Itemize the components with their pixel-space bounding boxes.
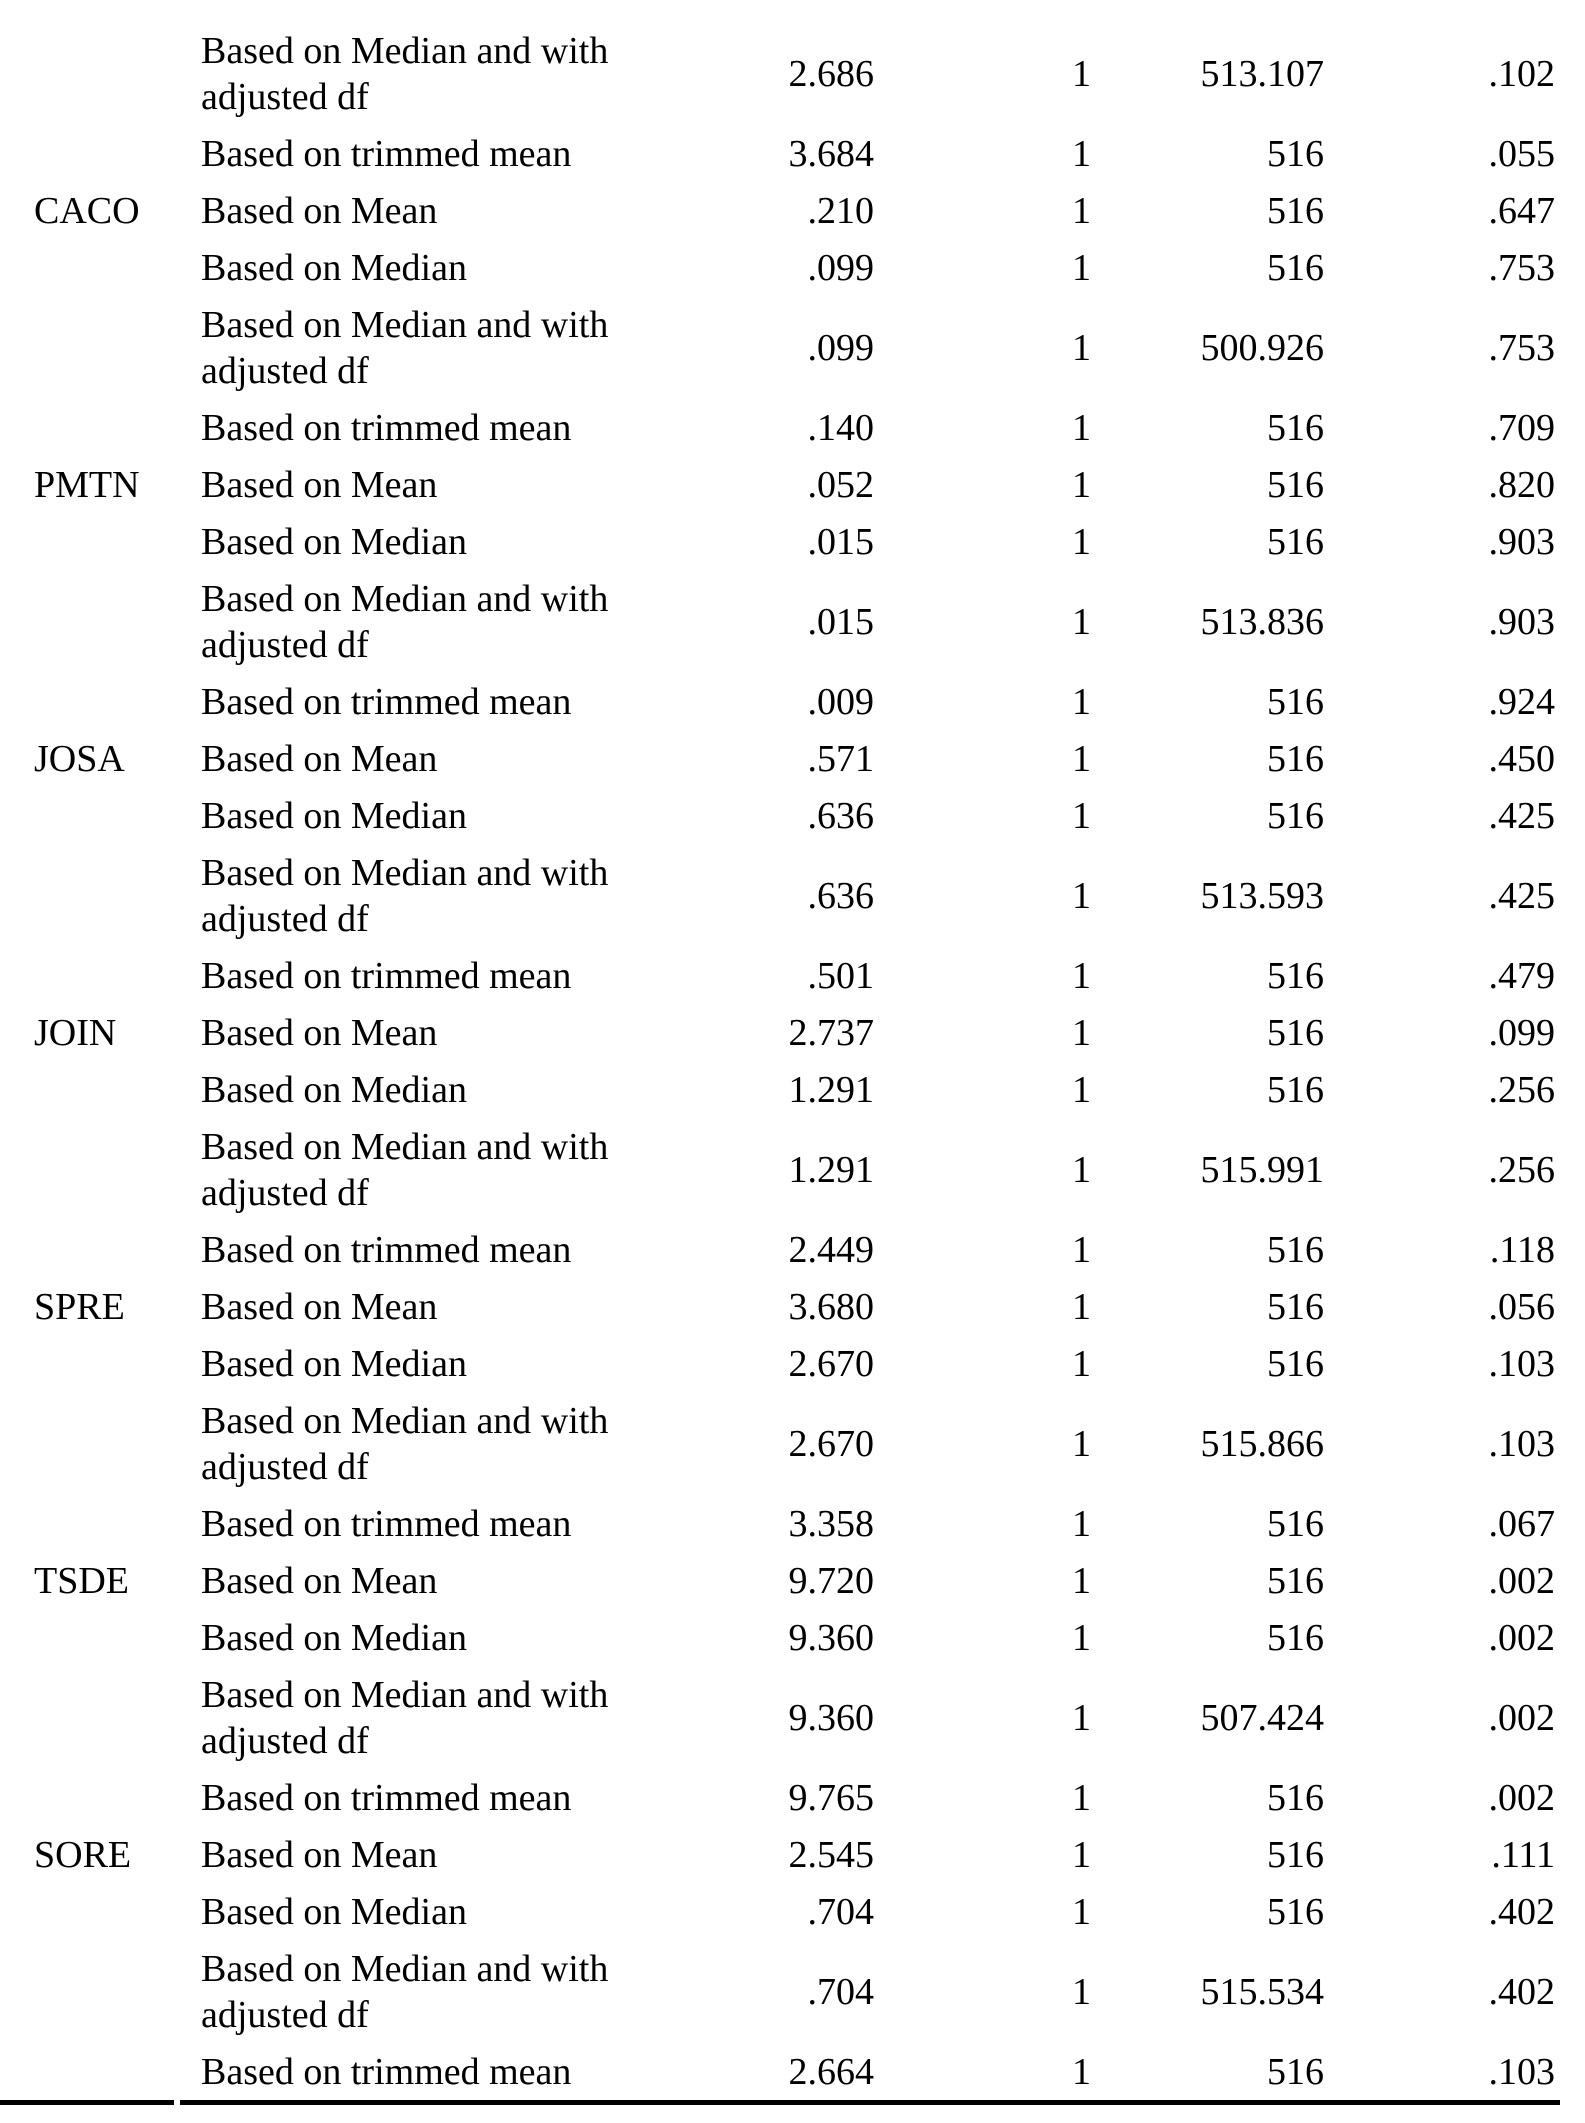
- df2-cell: 507.424: [1200, 1696, 1324, 1739]
- df2-cell: 515.991: [1200, 1148, 1324, 1191]
- df1-cell: 1: [1072, 600, 1091, 643]
- df1-cell: 1: [1072, 680, 1091, 723]
- df1-cell: 1: [1072, 2050, 1091, 2093]
- sig-cell: .450: [1488, 737, 1555, 780]
- table-row: [0, 1118, 1585, 1221]
- levene-statistic-cell: 3.358: [788, 1502, 874, 1545]
- df1-cell: 1: [1072, 1068, 1091, 1111]
- df2-cell: 513.107: [1200, 52, 1324, 95]
- table-bottom-rule-left-segment: [0, 2100, 174, 2105]
- method-cell: Based on trimmed mean: [201, 132, 572, 175]
- table-row: [0, 730, 1585, 787]
- method-cell: Based on Median and with adjusted df: [201, 1125, 609, 1214]
- method-cell: Based on Mean: [201, 737, 438, 780]
- variable-group-cell: [0, 1666, 200, 1769]
- sig-cell: .924: [1488, 680, 1555, 723]
- method-cell: Based on Median: [201, 794, 467, 837]
- sig-cell: .256: [1488, 1148, 1555, 1191]
- sig-cell: .099: [1488, 1011, 1555, 1054]
- df2-cell: 515.866: [1200, 1422, 1324, 1465]
- df2-cell: 516: [1267, 1068, 1324, 1111]
- method-cell: Based on trimmed mean: [201, 680, 572, 723]
- df1-cell: 1: [1072, 1970, 1091, 2013]
- levene-statistic-cell: 9.360: [788, 1616, 874, 1659]
- levene-statistic-cell: .210: [807, 189, 874, 232]
- table-bottom-rule: [0, 2100, 1585, 2105]
- levene-statistic-cell: 1.291: [788, 1148, 874, 1191]
- variable-group-cell: [0, 239, 200, 296]
- variable-group-cell: [0, 125, 200, 182]
- variable-group-cell: [0, 1769, 200, 1826]
- sig-cell: .055: [1488, 132, 1555, 175]
- method-cell: Based on Median: [201, 1890, 467, 1933]
- sig-cell: .402: [1488, 1890, 1555, 1933]
- df1-cell: 1: [1072, 189, 1091, 232]
- df1-cell: 1: [1072, 794, 1091, 837]
- table-bottom-rule-right-segment: [180, 2100, 1560, 2105]
- sig-cell: .753: [1488, 326, 1555, 369]
- df1-cell: 1: [1072, 463, 1091, 506]
- sig-cell: .111: [1491, 1833, 1555, 1876]
- sig-cell: .002: [1488, 1559, 1555, 1602]
- method-cell: Based on Median: [201, 1342, 467, 1385]
- df1-cell: 1: [1072, 1776, 1091, 1819]
- variable-group-cell: [0, 570, 200, 673]
- levene-statistic-cell: .015: [807, 600, 874, 643]
- sig-cell: .903: [1488, 520, 1555, 563]
- method-cell: Based on Mean: [201, 1011, 438, 1054]
- df2-cell: 516: [1267, 954, 1324, 997]
- table-row: [0, 1061, 1585, 1118]
- sig-cell: .103: [1488, 1342, 1555, 1385]
- method-cell: Based on Median and with adjusted df: [201, 1399, 609, 1488]
- df2-cell: 516: [1267, 1559, 1324, 1602]
- sig-cell: .425: [1488, 794, 1555, 837]
- method-cell: Based on Median: [201, 520, 467, 563]
- method-cell: Based on Median and with adjusted df: [201, 1947, 609, 2036]
- sig-cell: .002: [1488, 1696, 1555, 1739]
- sig-cell: .425: [1488, 874, 1555, 917]
- table-row: [0, 947, 1585, 1004]
- df2-cell: 516: [1267, 794, 1324, 837]
- method-cell: Based on Mean: [201, 463, 438, 506]
- table-row: [0, 1769, 1585, 1826]
- sig-cell: .103: [1488, 2050, 1555, 2093]
- df2-cell: 513.593: [1200, 874, 1324, 917]
- variable-group-cell: [0, 513, 200, 570]
- df2-cell: 516: [1267, 1285, 1324, 1328]
- table-row: [0, 1883, 1585, 1940]
- table-row: [0, 239, 1585, 296]
- df2-cell: 516: [1267, 246, 1324, 289]
- table-row: [0, 1666, 1585, 1769]
- df1-cell: 1: [1072, 326, 1091, 369]
- levene-statistic-cell: 2.545: [788, 1833, 874, 1876]
- method-cell: Based on Mean: [201, 1833, 438, 1876]
- df2-cell: 515.534: [1200, 1970, 1324, 2013]
- levene-statistic-cell: .009: [807, 680, 874, 723]
- df2-cell: 516: [1267, 132, 1324, 175]
- table-row: [0, 1278, 1585, 1335]
- variable-group-cell: SORE: [34, 1833, 132, 1876]
- df2-cell: 516: [1267, 1616, 1324, 1659]
- df2-cell: 516: [1267, 1502, 1324, 1545]
- table-row: [0, 513, 1585, 570]
- method-cell: Based on trimmed mean: [201, 1502, 572, 1545]
- df1-cell: 1: [1072, 1616, 1091, 1659]
- variable-group-cell: [0, 1061, 200, 1118]
- variable-group-cell: [0, 844, 200, 947]
- levene-statistic-cell: .140: [807, 406, 874, 449]
- sig-cell: .002: [1488, 1776, 1555, 1819]
- df2-cell: 516: [1267, 189, 1324, 232]
- table-row: [0, 787, 1585, 844]
- df1-cell: 1: [1072, 737, 1091, 780]
- levene-statistic-cell: .704: [807, 1970, 874, 2013]
- sig-cell: .102: [1488, 52, 1555, 95]
- df2-cell: 516: [1267, 406, 1324, 449]
- sig-cell: .709: [1488, 406, 1555, 449]
- sig-cell: .479: [1488, 954, 1555, 997]
- sig-cell: .256: [1488, 1068, 1555, 1111]
- variable-group-cell: [0, 1495, 200, 1552]
- method-cell: Based on Median and with adjusted df: [201, 1673, 609, 1762]
- table-row: [0, 1552, 1585, 1609]
- df1-cell: 1: [1072, 1890, 1091, 1933]
- levene-statistic-cell: 3.684: [788, 132, 874, 175]
- df1-cell: 1: [1072, 874, 1091, 917]
- table-row: [0, 1335, 1585, 1392]
- df1-cell: 1: [1072, 1342, 1091, 1385]
- variable-group-cell: [0, 22, 200, 125]
- df2-cell: 513.836: [1200, 600, 1324, 643]
- method-cell: Based on Mean: [201, 1559, 438, 1602]
- table-row: [0, 1940, 1585, 2043]
- variable-group-cell: [0, 1940, 200, 2043]
- method-cell: Based on Median and with adjusted df: [201, 303, 609, 392]
- method-cell: Based on Median and with adjusted df: [201, 577, 609, 666]
- levene-statistic-cell: .704: [807, 1890, 874, 1933]
- df2-cell: 516: [1267, 1342, 1324, 1385]
- method-cell: Based on trimmed mean: [201, 2050, 572, 2093]
- levene-statistic-cell: 2.664: [788, 2050, 874, 2093]
- method-cell: Based on Median: [201, 246, 467, 289]
- method-cell: Based on trimmed mean: [201, 1228, 572, 1271]
- table-row: [0, 2043, 1585, 2100]
- table-row: [0, 399, 1585, 456]
- df1-cell: 1: [1072, 1148, 1091, 1191]
- levene-statistic-cell: 9.765: [788, 1776, 874, 1819]
- table-row: [0, 296, 1585, 399]
- df2-cell: 516: [1267, 1011, 1324, 1054]
- df2-cell: 516: [1267, 1833, 1324, 1876]
- variable-group-cell: [0, 947, 200, 1004]
- table-row: [0, 1004, 1585, 1061]
- levene-statistic-cell: 1.291: [788, 1068, 874, 1111]
- method-cell: Based on Mean: [201, 1285, 438, 1328]
- method-cell: Based on trimmed mean: [201, 406, 572, 449]
- variable-group-cell: SPRE: [34, 1285, 125, 1328]
- variable-group-cell: [0, 1335, 200, 1392]
- sig-cell: .056: [1488, 1285, 1555, 1328]
- sig-cell: .903: [1488, 600, 1555, 643]
- levene-statistic-cell: 2.670: [788, 1342, 874, 1385]
- df2-cell: 500.926: [1200, 326, 1324, 369]
- df1-cell: 1: [1072, 1833, 1091, 1876]
- sig-cell: .103: [1488, 1422, 1555, 1465]
- levene-statistic-cell: .015: [807, 520, 874, 563]
- df2-cell: 516: [1267, 1890, 1324, 1933]
- levene-statistic-cell: .501: [807, 954, 874, 997]
- levene-statistic-cell: .636: [807, 794, 874, 837]
- table-row: [0, 125, 1585, 182]
- df1-cell: 1: [1072, 1502, 1091, 1545]
- levene-statistic-cell: 9.360: [788, 1696, 874, 1739]
- variable-group-cell: [0, 673, 200, 730]
- sig-cell: .402: [1488, 1970, 1555, 2013]
- df2-cell: 516: [1267, 1228, 1324, 1271]
- table-row: [0, 1826, 1585, 1883]
- variable-group-cell: [0, 1883, 200, 1940]
- df2-cell: 516: [1267, 737, 1324, 780]
- df2-cell: 516: [1267, 463, 1324, 506]
- df1-cell: 1: [1072, 52, 1091, 95]
- method-cell: Based on Median: [201, 1068, 467, 1111]
- df1-cell: 1: [1072, 246, 1091, 289]
- variable-group-cell: JOSA: [34, 737, 125, 780]
- levene-statistic-cell: 9.720: [788, 1559, 874, 1602]
- table-row: [0, 456, 1585, 513]
- variable-group-cell: [0, 787, 200, 844]
- table-row: [0, 182, 1585, 239]
- sig-cell: .002: [1488, 1616, 1555, 1659]
- levene-statistic-cell: .099: [807, 326, 874, 369]
- variable-group-cell: TSDE: [34, 1559, 129, 1602]
- table-row: [0, 1495, 1585, 1552]
- levene-statistic-cell: .052: [807, 463, 874, 506]
- df2-cell: 516: [1267, 2050, 1324, 2093]
- method-cell: Based on Median and with adjusted df: [201, 29, 609, 118]
- variable-group-cell: [0, 1392, 200, 1495]
- levene-test-table: [0, 22, 1585, 2100]
- sig-cell: .753: [1488, 246, 1555, 289]
- variable-group-cell: [0, 1118, 200, 1221]
- variable-group-cell: CACO: [34, 189, 140, 232]
- variable-group-cell: PMTN: [34, 463, 140, 506]
- table-row: [0, 844, 1585, 947]
- df2-cell: 516: [1267, 1776, 1324, 1819]
- df1-cell: 1: [1072, 1559, 1091, 1602]
- sig-cell: .067: [1488, 1502, 1555, 1545]
- method-cell: Based on trimmed mean: [201, 1776, 572, 1819]
- levene-statistic-cell: .571: [807, 737, 874, 780]
- df1-cell: 1: [1072, 1696, 1091, 1739]
- variable-group-cell: JOIN: [34, 1011, 117, 1054]
- df1-cell: 1: [1072, 1422, 1091, 1465]
- df1-cell: 1: [1072, 954, 1091, 997]
- levene-statistic-cell: 2.449: [788, 1228, 874, 1271]
- table-row: [0, 570, 1585, 673]
- table-row: [0, 673, 1585, 730]
- method-cell: Based on Median and with adjusted df: [201, 851, 609, 940]
- variable-group-cell: [0, 296, 200, 399]
- table-row: [0, 1392, 1585, 1495]
- sig-cell: .820: [1488, 463, 1555, 506]
- df1-cell: 1: [1072, 132, 1091, 175]
- method-cell: Based on trimmed mean: [201, 954, 572, 997]
- method-cell: Based on Mean: [201, 189, 438, 232]
- levene-statistic-cell: .636: [807, 874, 874, 917]
- table-row: [0, 1221, 1585, 1278]
- levene-statistic-cell: 2.737: [788, 1011, 874, 1054]
- df1-cell: 1: [1072, 1285, 1091, 1328]
- sig-cell: .118: [1489, 1228, 1555, 1271]
- sig-cell: .647: [1488, 189, 1555, 232]
- df2-cell: 516: [1267, 680, 1324, 723]
- df1-cell: 1: [1072, 1228, 1091, 1271]
- levene-statistic-cell: 3.680: [788, 1285, 874, 1328]
- variable-group-cell: [0, 399, 200, 456]
- df1-cell: 1: [1072, 520, 1091, 563]
- variable-group-cell: [0, 1221, 200, 1278]
- levene-statistic-cell: 2.670: [788, 1422, 874, 1465]
- table-row: [0, 22, 1585, 125]
- levene-statistic-cell: 2.686: [788, 52, 874, 95]
- df1-cell: 1: [1072, 406, 1091, 449]
- levene-statistic-cell: .099: [807, 246, 874, 289]
- df2-cell: 516: [1267, 520, 1324, 563]
- table-row: [0, 1609, 1585, 1666]
- df1-cell: 1: [1072, 1011, 1091, 1054]
- variable-group-cell: [0, 2043, 200, 2100]
- variable-group-cell: [0, 1609, 200, 1666]
- method-cell: Based on Median: [201, 1616, 467, 1659]
